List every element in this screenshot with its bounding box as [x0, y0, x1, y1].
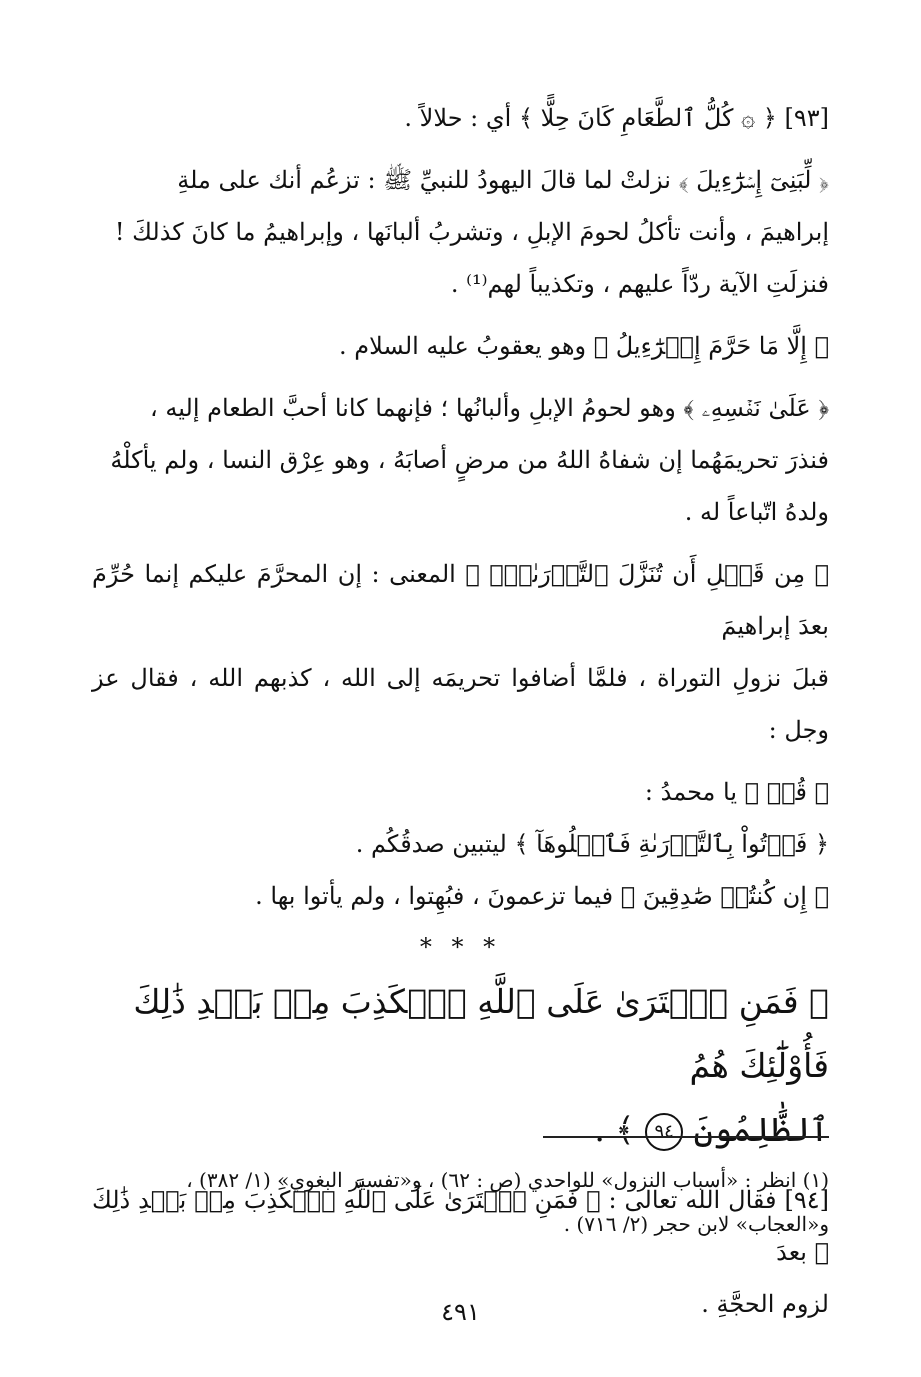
text-line: فنذرَ تحريمَهُما إن شفاهُ اللهُ من مرضٍ أصابَهُ ، وهو عِرْق النسا ، ولم يأكلْهُ	[110, 446, 829, 474]
verse-line-text: ٱلظَّٰلِمُونَ	[693, 1110, 829, 1149]
paragraph-in-kuntum	[92, 870, 829, 922]
tafsir-body	[92, 92, 829, 922]
paragraph-ala-nafsihi	[92, 382, 829, 538]
footnote-divider	[543, 1136, 829, 1138]
text-line: ﴿ إِلَّا مَا حَرَّمَ إِسۡرَٰٓءِيلُ ﴾ وهو يعقوبُ عليه السلام .	[338, 332, 829, 360]
paragraph-bani-israil	[92, 154, 829, 310]
section-separator: * * *	[419, 933, 502, 961]
text-line: ﴿ فَأۡتُواْ بِٱلتَّوۡرَىٰةِ فَٱتۡلُوهَآ ﴾ ليتبين صدقُكُم .	[355, 830, 829, 858]
text-line: فنزلَتِ الآية ردّاً عليهم ، وتكذيباً لهم⁽¹⁾ .	[450, 270, 829, 298]
quran-verse-94	[92, 970, 829, 1162]
verse-line-end: ﴾ .	[594, 1110, 635, 1149]
footnote	[92, 1158, 829, 1246]
text-line: لزوم الحجَّةِ .	[701, 1290, 829, 1318]
text-line: ﴿ مِن قَبۡلِ أَن تُنَزَّلَ ٱلتَّوۡرَىٰةُۚ ﴾ المعنى : إن المحرَّمَ عليكم إنما حُرِّمَ بعدَ إبراهيمَ	[92, 560, 830, 640]
text-line: ﴿ لِّبَنِىٓ إِسۡرَٰٓءِيلَ ﴾ نزلتْ لما قالَ اليهودُ للنبيِّ ﷺ : تزعُم أنك على ملةِ	[177, 166, 829, 194]
text-line: [٩٤] فقال الله تعالى : ﴿ فَمَنِ ٱفۡتَرَىٰ عَلَى ٱللَّهِ ٱلۡكَذِبَ مِنۢ بَعۡدِ ذَٰلِكَ ﴾ بعدَ	[92, 1186, 829, 1266]
paragraph-93-intro	[92, 92, 829, 144]
text-line: ولدهُ اتّباعاً له .	[684, 498, 829, 526]
ayah-number-marker: ٩٤	[645, 1113, 683, 1151]
page-number: ٤٩١	[441, 1298, 480, 1326]
text-line: ﴿ عَلَىٰ نَفۡسِهِۦ ﴾ وهو لحومُ الإبلِ وألبانُها ؛ فإنهما كانا أحبَّ الطعام إليه ،	[150, 394, 829, 422]
verse-line: ﴿ فَمَنِ ٱفۡتَرَىٰ عَلَى ٱللَّهِ ٱلۡكَذِبَ مِنۢ بَعۡدِ ذَٰلِكَ فَأُوْلَٰٓئِكَ هُمُ	[133, 982, 829, 1085]
footnote-line: (١) انظر : «أسباب النزول» للواحدي (ص : ٦٢) ، و«تفسير البغوي» (١/ ٣٨٢) ،	[186, 1168, 829, 1192]
paragraph-qul	[92, 766, 829, 818]
paragraph-illa-ma-harrama	[92, 320, 829, 372]
paragraph-fatu	[92, 818, 829, 870]
text-line: [٩٣] ﴿ ۞ كُلُّ ٱلطَّعَامِ كَانَ حِلًّا ﴾ أي : حلالاً .	[404, 104, 829, 132]
paragraph-min-qabli	[92, 548, 829, 756]
verse-line	[92, 1098, 829, 1162]
text-line: ﴿ قُلۡ ﴾ يا محمدُ :	[644, 778, 829, 806]
text-line: إبراهيمَ ، وأنت تأكلُ لحومَ الإبلِ ، وتشربُ ألبانَها ، وإبراهيمُ ما كانَ كذلكَ !	[114, 218, 829, 246]
text-line: ﴿ إِن كُنتُمۡ صَٰدِقِينَ ﴾ فيما تزعمونَ ، فبُهِتوا ، ولم يأتوا بها .	[255, 882, 829, 910]
footnote-line: و«العجاب» لابن حجر (٢/ ٧١٦) .	[563, 1212, 829, 1236]
text-line: قبلَ نزولِ التوراة ، فلمَّا أضافوا تحريمَه إلى الله ، كذبهم الله ، فقال عز وجل :	[92, 664, 829, 744]
